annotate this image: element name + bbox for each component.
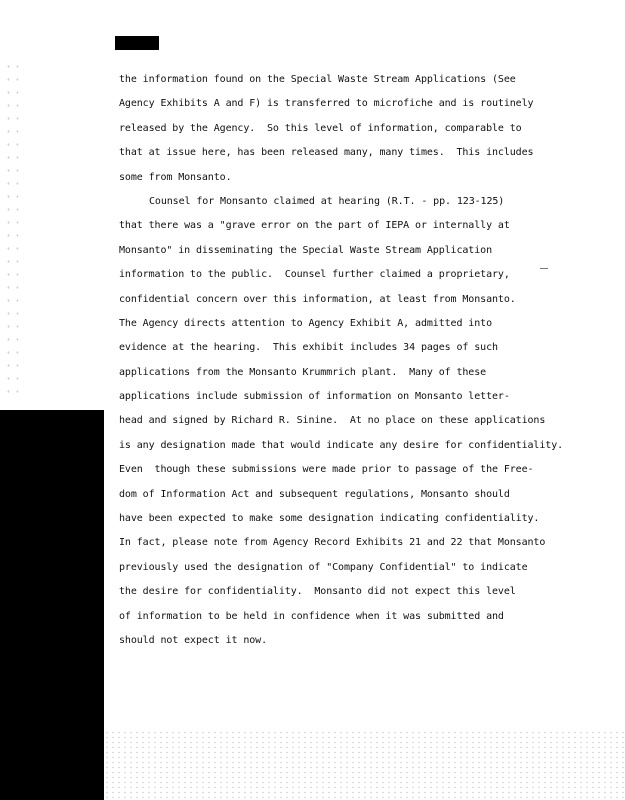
text-line: the desire for confidentiality. Monsanto did not expect this level xyxy=(119,586,516,598)
text-line: information to the public. Counsel further claimed a proprietary, xyxy=(119,269,510,281)
scan-noise-bottom xyxy=(104,730,625,800)
black-scan-margin xyxy=(0,410,104,800)
text-line: that there was a "grave error on the part of IEPA or internally at xyxy=(119,220,510,232)
text-line: have been expected to make some designation indicating confidentiality. xyxy=(119,513,540,525)
text-line: of information to be held in confidence when it was submitted and xyxy=(119,610,504,622)
text-line: applications from the Monsanto Krummrich plant. Many of these xyxy=(119,366,487,378)
text-line: In fact, please note from Agency Record Exhibits 21 and 22 that Monsanto xyxy=(119,537,546,549)
text-line: Monsanto" in disseminating the Special Waste Stream Application xyxy=(119,244,492,256)
text-line: should not expect it now. xyxy=(119,634,268,646)
document-body xyxy=(119,68,589,653)
text-line: evidence at the hearing. This exhibit includes 34 pages of such xyxy=(119,342,498,354)
text-line: head and signed by Richard R. Sinine. At no place on these applications xyxy=(119,415,546,427)
text-line: that at issue here, has been released many, many times. This includes xyxy=(119,147,534,159)
text-line: applications include submission of information on Monsanto letter- xyxy=(119,391,510,403)
redaction-block xyxy=(115,36,159,50)
text-line: previously used the designation of "Company Confidential" to indicate xyxy=(119,561,528,573)
text-line: Even though these submissions were made prior to passage of the Free- xyxy=(119,464,534,476)
text-line: is any designation made that would indicate any desire for confidentiality. xyxy=(119,439,564,451)
scan-noise-left-margin xyxy=(4,60,24,400)
text-line: Agency Exhibits A and F) is transferred to microfiche and is routinely xyxy=(119,98,534,110)
text-line: some from Monsanto. xyxy=(119,171,232,183)
text-line: dom of Information Act and subsequent regulations, Monsanto should xyxy=(119,488,510,500)
paragraph-first-line: Counsel for Monsanto claimed at hearing (R.T. - pp. 123-125) xyxy=(149,195,505,207)
text-line: released by the Agency. So this level of information, comparable to xyxy=(119,122,522,134)
text-line: The Agency directs attention to Agency Exhibit A, admitted into xyxy=(119,317,492,329)
text-line: confidential concern over this information, at least from Monsanto. xyxy=(119,293,516,305)
text-line: the information found on the Special Waste Stream Applications (See xyxy=(119,74,516,85)
